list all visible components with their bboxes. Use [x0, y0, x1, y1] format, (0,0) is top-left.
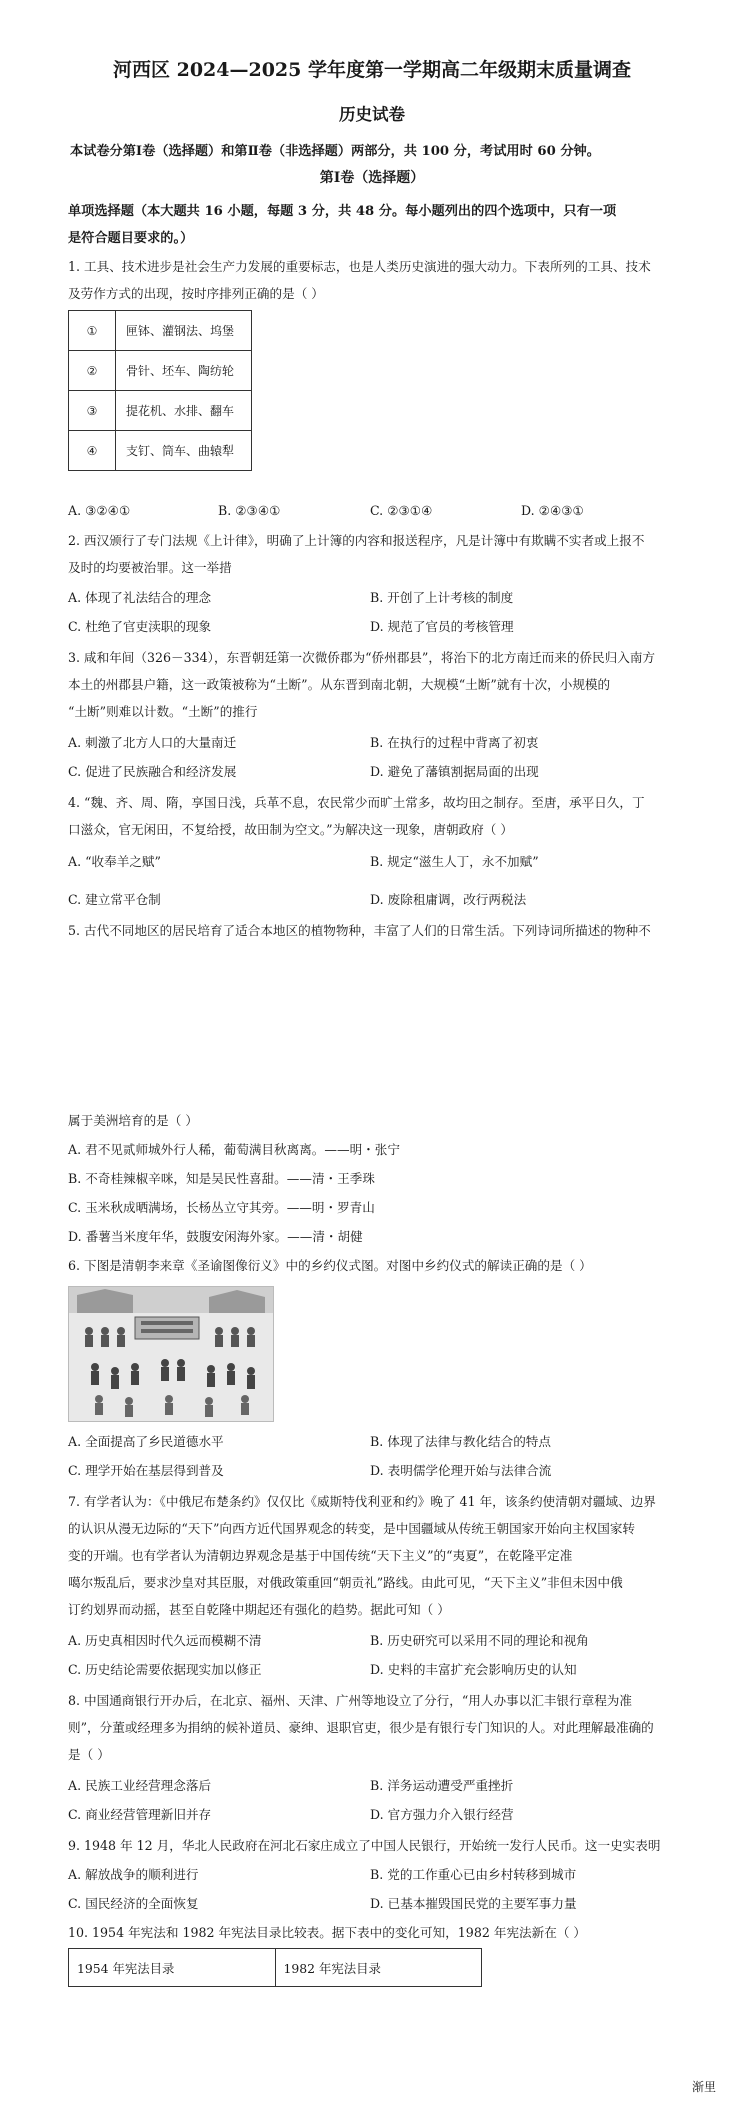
question-5-line1: 5. 古代不同地区的居民培育了适合本地区的植物物种，丰富了人们的日常生活。下列诗词所描述的物种不 — [68, 923, 651, 938]
table-row — [69, 351, 252, 391]
q4-option-c: C. 建立常平仓制 — [68, 892, 161, 907]
question-4-line2: 口滋众，官无闲田，不复给授，故田制为空文。”为解决这一现象，唐朝政府（ ） — [68, 822, 513, 837]
q7-option-d: D. 史料的丰富扩充会影响历史的认知 — [370, 1662, 577, 1677]
table-row — [69, 311, 252, 351]
q6-option-a: A. 全面提高了乡民道德水平 — [68, 1434, 224, 1449]
q3-option-c: C. 促进了民族融合和经济发展 — [68, 764, 237, 779]
table-cell: 提花机、水排、翻车 — [116, 391, 252, 431]
q6-option-c: C. 理学开始在基层得到普及 — [68, 1463, 224, 1478]
q6-option-b: B. 体现了法律与教化结合的特点 — [370, 1434, 551, 1449]
question-9-line1: 9. 1948 年 12 月，华北人民政府在河北石家庄成立了中国人民银行，开始统一发行人民币。这一史实表明 — [68, 1838, 661, 1853]
question-8-line1: 8. 中国通商银行开办后，在北京、福州、天津、广州等地设立了分行，“用人办事以汇丰银行章程为准 — [68, 1693, 632, 1708]
q8-option-c: C. 商业经营管理新旧并存 — [68, 1807, 212, 1822]
question-5-line2: 属于美洲培育的是（ ） — [68, 1113, 198, 1128]
ritual-illustration-drawing — [69, 1287, 273, 1421]
question-7-line5: 订约划界而动摇，甚至自乾隆中期起还有强化的趋势。据此可知（ ） — [68, 1602, 450, 1617]
table-row — [69, 431, 252, 471]
q7-option-a: A. 历史真相因时代久远而模糊不清 — [68, 1633, 262, 1648]
question-3-line1: 3. 咸和年间（326－334），东晋朝廷第一次微侨郡为“侨州郡县”，将治下的北方南迁而来的侨民归入南方 — [68, 650, 656, 665]
table-cell: 支钉、筒车、曲辕犁 — [116, 431, 252, 471]
q3-option-a: A. 刺激了北方人口的大量南迁 — [68, 735, 237, 750]
q9-option-d: D. 已基本摧毁国民党的主要军事力量 — [370, 1896, 577, 1911]
question-3-line3: “土断”则难以计数。“土断”的推行 — [68, 704, 258, 719]
q8-option-a: A. 民族工业经营理念落后 — [68, 1778, 212, 1793]
q3-option-d: D. 避免了藩镇割据局面的出现 — [370, 764, 539, 779]
q3-option-b: B. 在执行的过程中背离了初衷 — [370, 735, 539, 750]
question-6-line1: 6. 下图是清朝李来章《圣谕图像衍义》中的乡约仪式图。对图中乡约仪式的解读正确的是（ ） — [68, 1258, 592, 1273]
question-7-line1: 7. 有学者认为：《中俄尼布楚条约》仅仅比《威斯特伐利亚和约》晚了 41 年，该条约使清朝对疆域、边界 — [68, 1494, 656, 1509]
ritual-illustration-image — [68, 1286, 274, 1422]
question-4-line1: 4. “魏、齐、周、隋，享国日浅，兵革不息，农民常少而旷土常多，故均田之制存。至唐，承平日久，丁 — [68, 795, 645, 810]
question-2-line1: 2. 西汉颁行了专门法规《上计律》，明确了上计簿的内容和报送程序，凡是计簿中有欺瞒不实者或上报不 — [68, 533, 645, 548]
table-cell: ① — [69, 311, 116, 351]
q1-option-c: C. ②③①④ — [370, 503, 433, 518]
q9-option-b: B. 党的工作重心已由乡村转移到城市 — [370, 1867, 577, 1882]
instruction-line2: 是符合题目要求的。） — [68, 231, 194, 246]
q1-option-b: B. ②③④① — [218, 503, 281, 518]
question-10-line1: 10. 1954 年宪法和 1982 年宪法目录比较表。据下表中的变化可知，1982 年宪法新在（ ） — [68, 1925, 587, 1940]
q9-option-c: C. 国民经济的全面恢复 — [68, 1896, 199, 1911]
q7-option-c: C. 历史结论需要依据现实加以修正 — [68, 1662, 262, 1677]
table-row — [69, 391, 252, 431]
question-1-table — [68, 310, 252, 471]
table-row — [69, 1949, 482, 1987]
table-cell: 匣钵、灌钢法、坞堡 — [116, 311, 252, 351]
part1-heading: 第Ⅰ卷（选择题） — [319, 170, 425, 186]
q4-option-b: B. 规定“滋生人丁，永不加赋” — [370, 854, 539, 869]
q2-option-b: B. 开创了上计考核的制度 — [370, 590, 514, 605]
q2-option-d: D. 规范了官员的考核管理 — [370, 619, 514, 634]
exam-subtitle: 历史试卷 — [339, 105, 405, 124]
q2-option-a: A. 体现了礼法结合的理念 — [68, 590, 212, 605]
q1-option-a: A. ③②④① — [68, 503, 131, 518]
q4-option-a: A. “收奉羊之赋” — [68, 854, 161, 869]
question-7-line2: 的认识从漫无边际的“天下”向西方近代国界观念的转变，是中国疆域从传统王朝国家开始向主权国家转 — [68, 1521, 636, 1536]
q1-option-d: D. ②④③① — [521, 503, 584, 518]
q7-option-b: B. 历史研究可以采用不同的理论和视角 — [370, 1633, 589, 1648]
q6-option-d: D. 表明儒学伦理开始与法律合流 — [370, 1463, 552, 1478]
table-header-1982: 1982 年宪法目录 — [275, 1949, 482, 1987]
q2-option-c: C. 杜绝了官吏渎职的现象 — [68, 619, 212, 634]
q5-option-c: C. 玉米秋成晒满场，长杨丛立守其旁。——明・罗青山 — [68, 1200, 375, 1215]
q9-option-a: A. 解放战争的顺利进行 — [68, 1867, 199, 1882]
question-1-line2: 及劳作方式的出现，按时序排列正确的是（ ） — [68, 286, 324, 301]
question-8-line2: 则”，分董或经理多为捐纳的候补道员、豪绅、退职官吏，很少是有银行专门知识的人。对此理解最准确的 — [68, 1720, 654, 1735]
q8-option-b: B. 洋务运动遭受严重挫折 — [370, 1778, 514, 1793]
footer-watermark: 渐里 — [691, 2080, 716, 2094]
question-8-line3: 是（ ） — [68, 1747, 110, 1762]
question-7-line3: 变的开端。也有学者认为清朝边界观念是基于中国传统“天下主义”的“夷夏”，在乾隆平定准 — [68, 1548, 573, 1563]
table-cell: ④ — [69, 431, 116, 471]
question-2-line2: 及时的均要被治罪。这一举措 — [68, 560, 232, 575]
q5-option-d: D. 番薯当米度年华，鼓腹安闲海外家。——清・胡健 — [68, 1229, 363, 1244]
q4-option-d: D. 废除租庸调，改行两税法 — [370, 892, 527, 907]
question-3-line2: 本土的州郡县户籍，这一政策被称为“土断”。从东晋到南北朝，大规模“土断”就有十次，小规模的 — [68, 677, 611, 692]
q5-option-a: A. 君不见贰师城外行人稀，葡萄满目秋离离。——明・张宁 — [68, 1142, 400, 1157]
q8-option-d: D. 官方强力介入银行经营 — [370, 1807, 514, 1822]
q5-option-b: B. 不奇桂辣椒辛咪，知是吴民性喜甜。——清・王季珠 — [68, 1171, 375, 1186]
exam-title: 河西区 2024—2025 学年度第一学期高二年级期末质量调查 — [113, 59, 631, 81]
question-1-line1: 1. 工具、技术进步是社会生产力发展的重要标志，也是人类历史演进的强大动力。下表所列的工具、技术 — [68, 259, 651, 274]
table-cell: 骨针、坯车、陶纺轮 — [116, 351, 252, 391]
table-cell: ③ — [69, 391, 116, 431]
table-cell: ② — [69, 351, 116, 391]
question-10-table — [68, 1948, 482, 1987]
exam-notice: 本试卷分第Ⅰ卷（选择题）和第Ⅱ卷（非选择题）两部分，共 100 分，考试用时 60 分钟。 — [70, 144, 600, 159]
question-7-line4: 噶尔叛乱后，要求沙皇对其臣服，对俄政策重回“朝贡礼”路线。由此可见，“天下主义”非但未因中俄 — [68, 1575, 623, 1590]
instruction-line1: 单项选择题（本大题共 16 小题，每题 3 分，共 48 分。每小题列出的四个选项中，只有一项 — [68, 204, 617, 219]
table-header-1954: 1954 年宪法目录 — [69, 1949, 276, 1987]
